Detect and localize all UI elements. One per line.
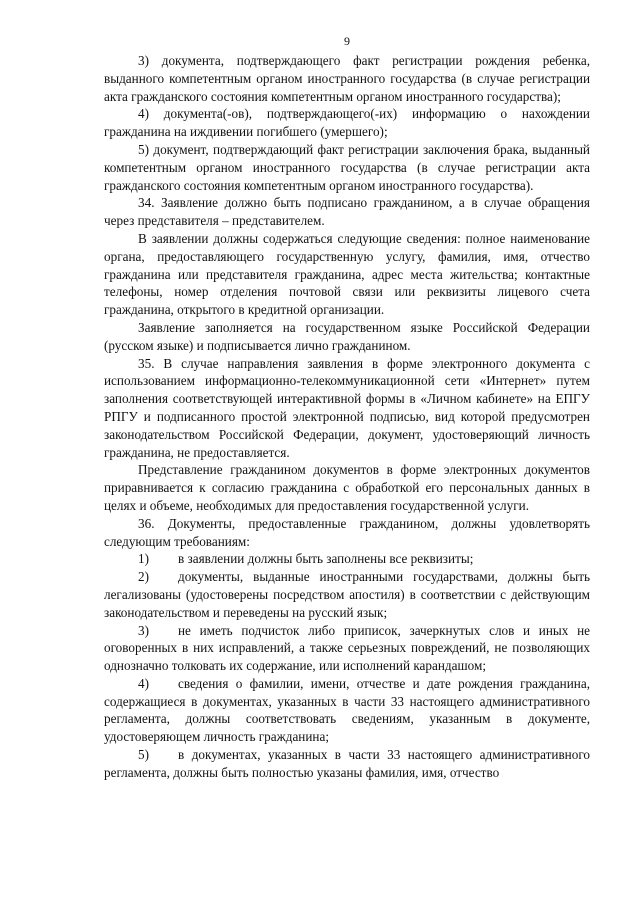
paragraph-text: 35. В случае направления заявления в форме электронного документа с использованием информационно-телекоммуникационной сети «Интернет» путем заполнения соответствующей интерактивной формы в «Личном кабинете» на ЕПГУ РПГУ и подписанного простой электронной подписью, вид которой предусмотрен законодательством Российской Федерации, документ, удостоверяющий личность гражданина, не предоставляется. (104, 355, 590, 460)
paragraph-text: в заявлении должны быть заполнены все реквизиты; (178, 551, 474, 567)
list-item (104, 622, 590, 675)
paragraph (104, 515, 590, 551)
paragraph (104, 230, 590, 319)
list-item-marker: 2) (138, 569, 149, 585)
paragraph (104, 52, 590, 105)
paragraph-text: Заявление заполняется на государственном языке Российской Федерации (русском языке) и подписывается лично гражданином. (104, 319, 590, 353)
list-item (104, 568, 590, 621)
paragraph (104, 141, 590, 194)
paragraph (104, 355, 590, 462)
list-item (104, 746, 590, 782)
list-item-marker: 5) (138, 747, 149, 763)
paragraph-text: Представление гражданином документов в форме электронных документов приравнивается к согласию гражданина с обработкой его персональных данных в целях и объеме, необходимых для предоставления государственной услуги. (104, 462, 590, 513)
paragraph-text: В заявлении должны содержаться следующие сведения: полное наименование органа, предоставляющего государственную услугу, фамилия, имя, отчество гражданина или представителя гражданина, адрес места жительства; контактные телефоны, номер отделения почтовой связи или реквизиты лицевого счета гражданина, открытого в кредитной организации. (104, 230, 590, 318)
paragraph-text: сведения о фамилии, имени, отчестве и дате рождения гражданина, содержащиеся в документах, указанных в части 33 настоящего административного регламента, должны соответствовать сведениям, указанным в документе, удостоверяющем личность гражданина; (104, 675, 590, 745)
paragraph-text: 3) документа, подтверждающего факт регистрации рождения ребенка, выданного компетентным органом иностранного государства (в случае регистрации акта гражданского состояния компетентным органом иностранного государства); (104, 53, 590, 104)
list-item-marker: 4) (138, 675, 149, 691)
paragraph (104, 105, 590, 141)
paragraph-text: документы, выданные иностранными государствами, должны быть легализованы (удостоверены посредством апостиля) в соответствии с действующим законодательством и переведены на русский язык; (104, 569, 590, 620)
paragraph-text: 4) документа(-ов), подтверждающего(-их) информацию о нахождении гражданина на иждивении погибшего (умершего); (104, 106, 590, 140)
list-item-marker: 3) (138, 622, 149, 638)
paragraph-text: в документах, указанных в части 33 настоящего административного регламента, должны быть полностью указаны фамилия, имя, отчество (104, 747, 590, 780)
paragraph (104, 461, 590, 514)
page-body (104, 52, 590, 782)
list-item (104, 675, 590, 746)
paragraph-text: 34. Заявление должно быть подписано гражданином, а в случае обращения через представителя – представителем. (104, 195, 590, 229)
list-item (104, 550, 590, 568)
paragraph-text: не иметь подчисток либо приписок, зачеркнутых слов и иных не оговоренных в них исправлений, а также серьезных повреждений, не позволяющих однозначно толковать их содержание, или исполнений карандашом; (104, 622, 590, 674)
paragraph-text: 36. Документы, предоставленные гражданином, должны удовлетворять следующим требованиям: (104, 515, 590, 549)
page-number: 9 (344, 34, 350, 48)
paragraph-text: 5) документ, подтверждающий факт регистрации заключения брака, выданный компетентным органом иностранного государства (в случае регистрации акта гражданского состояния компетентным органом иностранного государства). (104, 141, 590, 193)
paragraph (104, 194, 590, 230)
paragraph (104, 319, 590, 355)
list-item-marker: 1) (138, 551, 149, 567)
